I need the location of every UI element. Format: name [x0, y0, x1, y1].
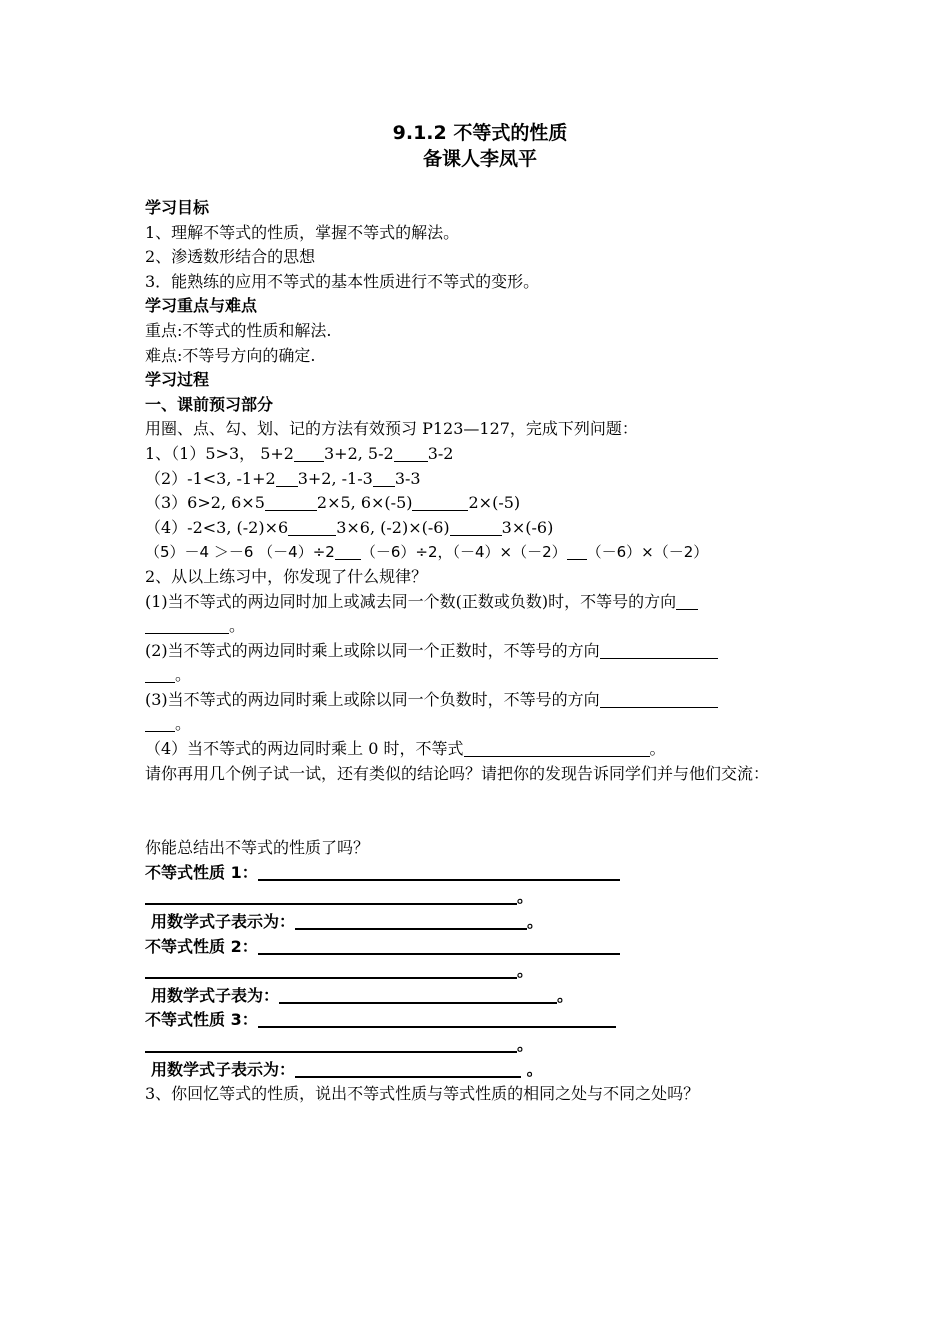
process-heading: 学习过程: [145, 370, 210, 390]
answer-blank[interactable]: [464, 739, 650, 757]
answer-blank[interactable]: [265, 493, 317, 511]
answer-blank[interactable]: [276, 469, 298, 487]
answer-blank[interactable]: [145, 665, 175, 683]
answer-blank[interactable]: [258, 936, 620, 955]
answer-blank[interactable]: [258, 1009, 616, 1028]
exercise-row-5: （5）－4 ＞－6 （－4）÷2 （－6）÷2，（－4）×（－2） （－6）×（－2）: [145, 543, 709, 562]
key-point: 重点:不等式的性质和解法.: [145, 320, 332, 340]
answer-blank[interactable]: [373, 469, 395, 487]
answer-blank[interactable]: [295, 1059, 521, 1078]
answer-blank[interactable]: [450, 518, 502, 536]
exercise-row-2: （2）-1<3, -1+2 3+2, -1-3 3-3: [145, 468, 421, 488]
answer-blank[interactable]: [145, 1034, 517, 1053]
summary-question: 你能总结出不等式的性质了吗？: [145, 838, 370, 858]
answer-blank[interactable]: [600, 690, 718, 708]
goal-2: 2、渗透数形结合的思想: [145, 247, 316, 267]
answer-blank[interactable]: [145, 616, 229, 634]
question-3: 3、你回忆等式的性质，说出不等式性质与等式性质的相同之处与不同之处吗？: [145, 1084, 700, 1104]
answer-blank[interactable]: [394, 444, 428, 462]
answer-blank[interactable]: [335, 542, 361, 560]
preview-intro: 用圈、点、勾、划、记的方法有效预习 P123—127，完成下列问题：: [145, 419, 638, 439]
goal-3: 3．能熟练的应用不等式的基本性质进行不等式的变形。: [145, 271, 540, 291]
question-2: 2、从以上练习中，你发现了什么规律？: [145, 566, 428, 586]
property-prompt-3: (3)当不等式的两边同时乘上或除以同一个负数时，不等号的方向: [145, 688, 815, 713]
exercise-row-4: （4）-2<3, (-2)×6 3×6, (-2)×(-6) 3×(-6): [145, 517, 554, 537]
section1-heading: 一、课前预习部分: [145, 394, 274, 414]
answer-blank[interactable]: [145, 886, 517, 905]
answer-blank[interactable]: [412, 493, 468, 511]
property-1-row: 不等式性质 1：: [145, 861, 815, 886]
answer-blank[interactable]: [258, 862, 620, 881]
answer-blank[interactable]: [279, 985, 557, 1004]
doc-author: 备课人李凤平: [422, 148, 537, 170]
exercise-row-3: （3）6>2, 6×5 2×5, 6×(-5) 2×(-5): [145, 493, 521, 513]
worksheet-page: 9.1.2 不等式的性质 备课人李凤平 学习目标 1、理解不等式的性质，掌握不等式的解法。 2、渗透数形结合的思想 3．能熟练的应用不等式的基本性质进行不等式的变形。 学习重点与难点 重点:不等式的性质和解法. 难点:不等号方向的确定. 学习过程 一、课前预习部分 用圈、点、勾、划、记的方法有效预习 P123—127，完成下列问题： 1、（1）5>3， 5+2 3+2, 5-2 3-2 （2）-1<3, -1+2 3+2, -1-3 3-3 （3）6>2, 6×5 2×5, 6×(-5) 2×(-5) （4）-2<3, (-2)×6 3×6, (-2)×(-6) 3×(-6) （5）－4 ＞－6 （－4）÷2 （－6）÷2，（－4）×（－2） （－6）×（－2） 2、从以上练习中，你发现了什么规律？ (1)当不等式的两边同时加上或减去同一个数(正数或负数)时，不等号的方向 。 (2)当不等式的两边同时乘上或除以同一个正数时，不等号的方向 。 (3)当不等式的两边同时乘上或除以同一个负数时，不等号的方向 。 （4）当不等式的两边同时乘上 0 时，不等式 。 请你再用几个例子试一试，还有类似的结论吗？请把你的发现告诉同学们并与他们交流： 你能总结出不等式的性质了吗？ 不等式性质 1： 。 用数学式子表示为： 。 不等式性质 2： 。 用数学式子表为： 。 不等式性质 3： 。 用数学式子表示为： 。 3、你回忆等式的性质，说出不等式性质与等式性质的相同之处与不同之处吗？: [145, 120, 815, 1107]
goals-heading: 学习目标: [145, 198, 210, 217]
property-prompt-1: (1)当不等式的两边同时加上或减去同一个数(正数或负数)时，不等号的方向: [145, 590, 815, 615]
answer-blank[interactable]: [600, 641, 718, 659]
property-3-row: 不等式性质 3：: [145, 1008, 815, 1033]
property-2-row: 不等式性质 2：: [145, 935, 815, 960]
property-prompt-2: (2)当不等式的两边同时乘上或除以同一个正数时，不等号的方向: [145, 639, 815, 664]
doc-title: 9.1.2 不等式的性质: [392, 122, 568, 144]
keys-heading: 学习重点与难点: [145, 296, 258, 316]
property-2-math: 用数学式子表为： 。: [151, 985, 574, 1005]
exercise-row-1: 1、（1）5>3， 5+2 3+2, 5-2 3-2: [145, 443, 454, 463]
try-prompt: 请你再用几个例子试一试，还有类似的结论吗？请把你的发现告诉同学们并与他们交流：: [145, 763, 770, 783]
answer-blank[interactable]: [676, 592, 698, 610]
property-1-math: 用数学式子表示为： 。: [151, 912, 544, 932]
answer-blank[interactable]: [145, 960, 517, 979]
answer-blank[interactable]: [288, 518, 336, 536]
answer-blank[interactable]: [567, 542, 587, 560]
answer-blank[interactable]: [294, 444, 324, 462]
property-3-math: 用数学式子表示为： 。: [151, 1059, 543, 1079]
goal-1: 1、理解不等式的性质，掌握不等式的解法。: [145, 222, 460, 242]
answer-blank[interactable]: [145, 714, 175, 732]
answer-blank[interactable]: [295, 911, 527, 930]
difficult-point: 难点:不等号方向的确定.: [145, 345, 316, 365]
property-prompt-4: （4）当不等式的两边同时乘上 0 时，不等式 。: [145, 739, 666, 759]
